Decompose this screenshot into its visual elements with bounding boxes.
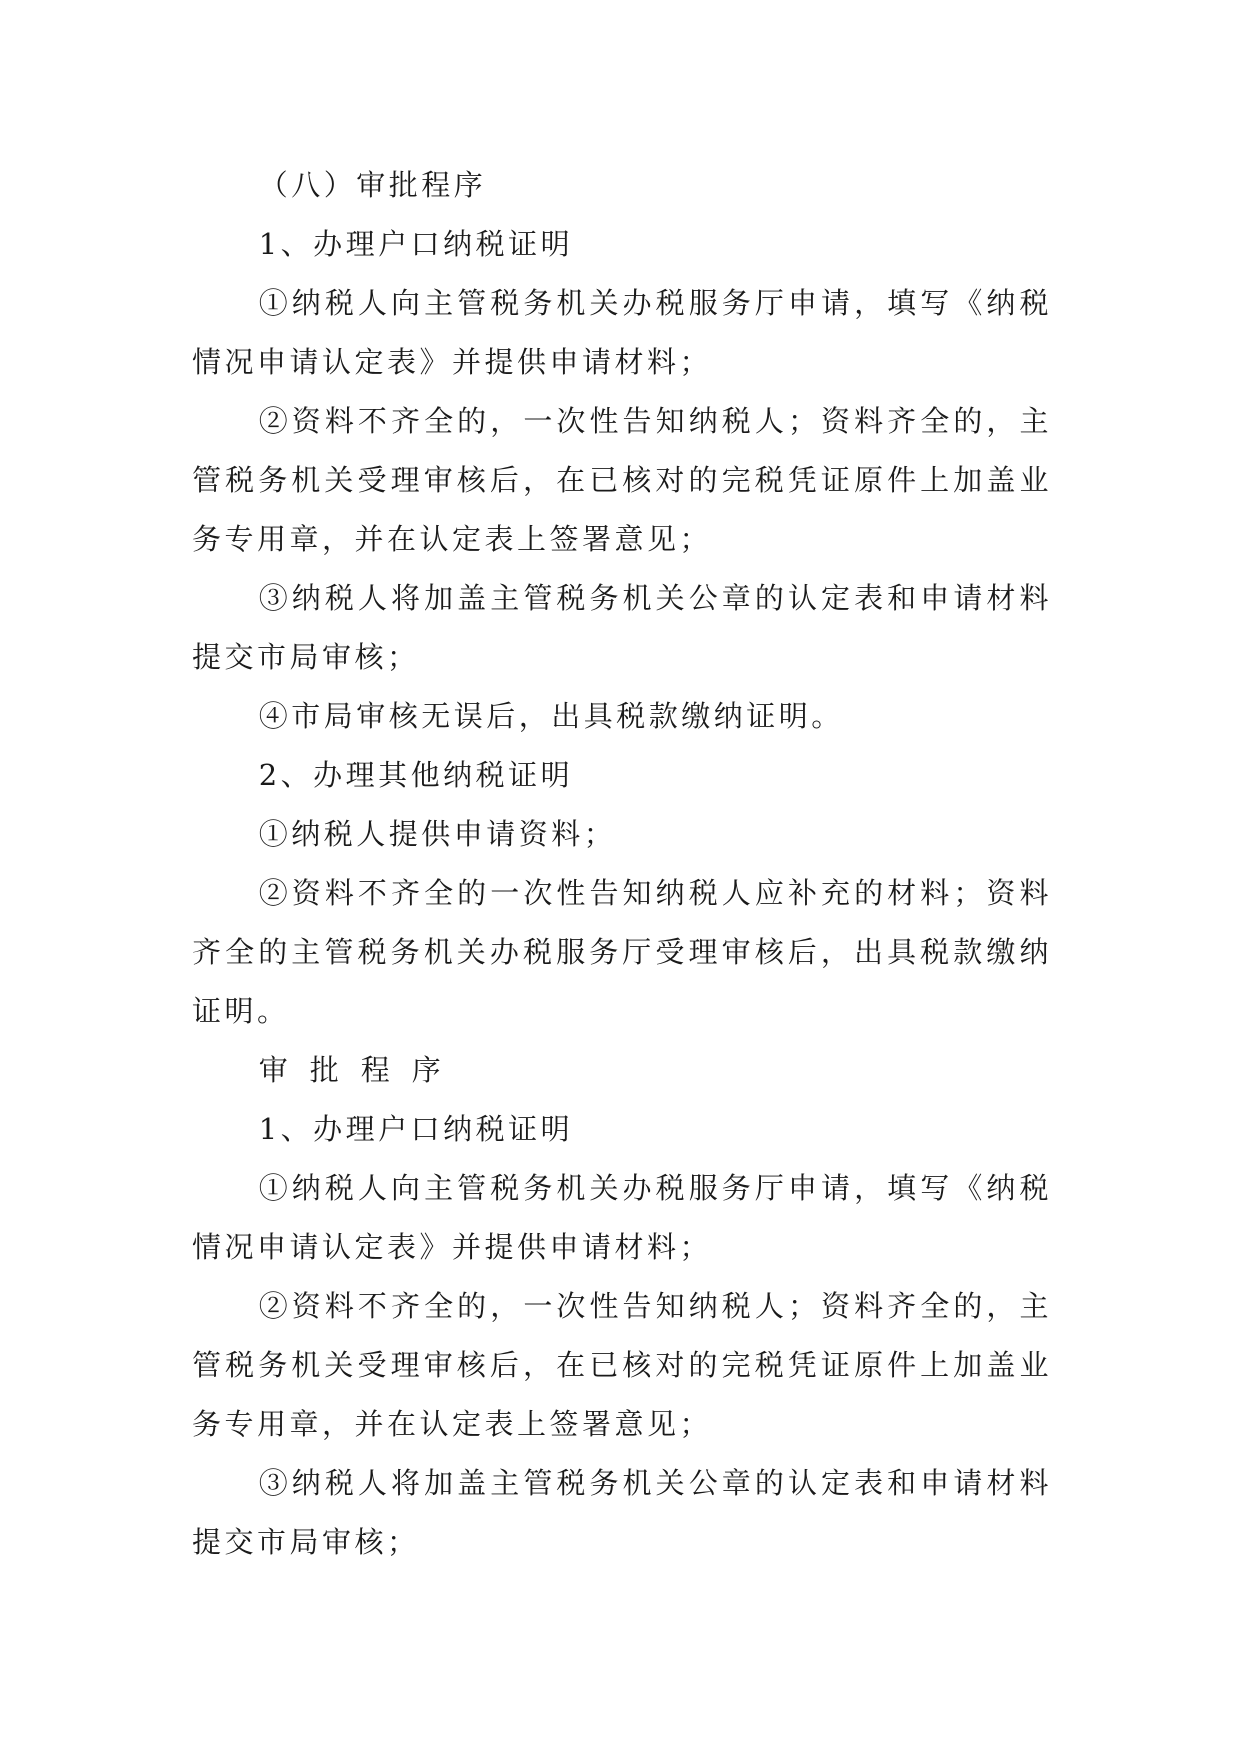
paragraph: ②资料不齐全的，一次性告知纳税人；资料齐全的，主管税务机关受理审核后，在已核对的完税凭证原件上加盖业务专用章，并在认定表上签署意见； <box>192 1289 1052 1441</box>
section-heading: （八）审批程序 <box>258 168 487 202</box>
paragraph: ②资料不齐全的，一次性告知纳税人；资料齐全的，主管税务机关受理审核后，在已核对的完税凭证原件上加盖业务专用章，并在认定表上签署意见； <box>192 404 1052 556</box>
document-body <box>192 156 1052 1572</box>
paragraph: ②资料不齐全的一次性告知纳税人应补充的材料；资料齐全的主管税务机关办税服务厅受理审核后，出具税款缴纳证明。 <box>192 876 1052 1028</box>
paragraph: ①纳税人向主管税务机关办税服务厅申请，填写《纳税情况申请认定表》并提供申请材料； <box>192 286 1052 379</box>
subsection-heading: 2、办理其他纳税证明 <box>258 758 574 792</box>
subsection-heading: 1、办理户口纳税证明 <box>258 1112 574 1146</box>
section-heading: 审批程序 <box>258 1053 463 1087</box>
paragraph: ①纳税人向主管税务机关办税服务厅申请，填写《纳税情况申请认定表》并提供申请材料； <box>192 1171 1052 1264</box>
paragraph: ④市局审核无误后，出具税款缴纳证明。 <box>258 699 844 733</box>
paragraph: ③纳税人将加盖主管税务机关公章的认定表和申请材料提交市局审核； <box>192 581 1052 674</box>
subsection-heading: 1、办理户口纳税证明 <box>258 227 574 261</box>
paragraph: ①纳税人提供申请资料； <box>258 817 617 851</box>
paragraph: ③纳税人将加盖主管税务机关公章的认定表和申请材料提交市局审核； <box>192 1466 1052 1559</box>
